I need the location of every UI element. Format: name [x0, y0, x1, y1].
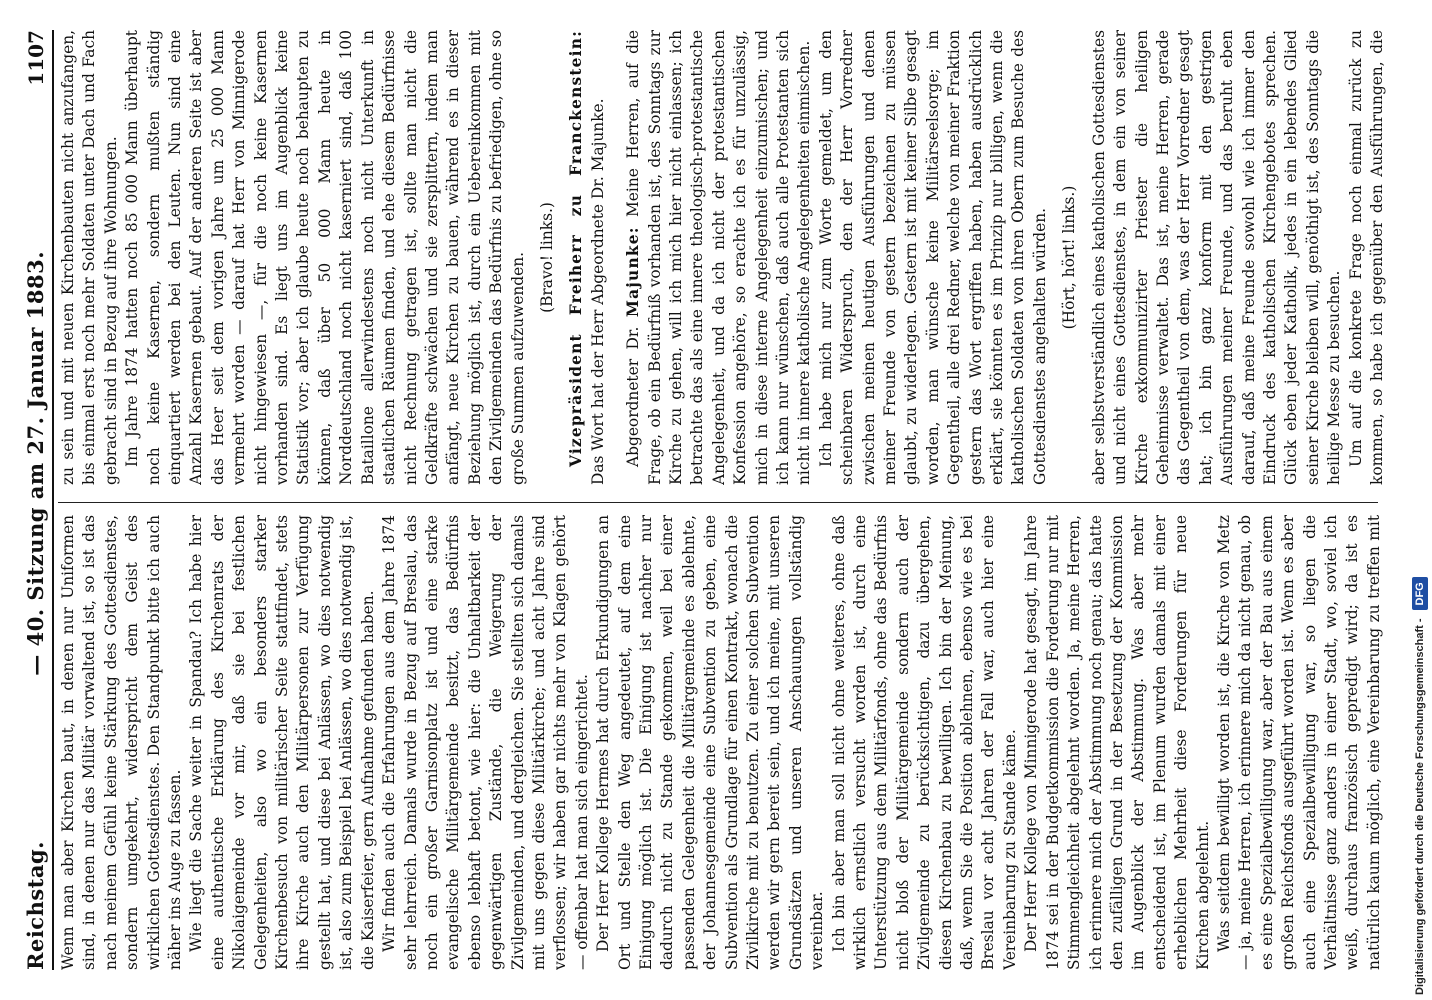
paragraph: Wenn man aber Kirchen baut, in denen nur Uniformen sind, in denen nur das Militär vorwaltend ist, so ist das nach meinem Gefühl keine Stärkung des Gottesdienstes, sondern umgekehrt, widerspricht dem Geist des wirklichen Gottesdienstes. Den Standpunkt bitte ich auch näher ins Auge zu fassen.	[59, 515, 185, 970]
header-publication: Reichstag.	[23, 841, 48, 970]
paragraph: Um auf die konkrete Frage noch einmal zurück zu kommen, so habe ich gegenüber den Ausführungen, die	[1346, 30, 1386, 485]
column-divider	[58, 502, 1378, 503]
paragraph: aber selbstverständlich eines katholischen Gottesdienstes und nicht eines Gottesdienstes, in dem ein von seiner Kirche exkommunizirter Priester die heiligen Geheimnisse verwaltet. Das ist, meine Herren, gerade das Gegentheil von dem, was der Herr Vorredner gesagt hat; ich bin ganz konform mit den gestrigen Ausführungen meiner Freunde, und das beruht eben darauf, daß meine Freunde sowohl wie ich immer den Eindruck des katholischen Kirchengebotes sprechen. Glück eben jeder Katholik, jedes in ein lebendes Glied seiner Kirche bleiben will, genöthigt ist, des Sonntags die heilige Messe zu besuchen.	[1089, 30, 1344, 485]
page-header	[14, 30, 54, 970]
paragraph-gap	[609, 30, 623, 485]
paragraph: Ich bin aber man soll nicht ohne weiteres, ohne daß wirklich ernstlich versucht worden ist, durch eine Unterstützung aus dem Militärfonds, ohne das Bedürfnis nicht bloß der Militärgemeinde sondern auch der Zivilgemeinde zu berücksichtigen, dazu übergehen, diesen Kirchenbau zu bewilligen. Ich bin der Meinung, daß, wenn Sie die Position ablehnen, ebenso wie es bei Breslau vor acht Jahren der Fall war, auch hier eine Vereinbarung zu Stande käme.	[829, 515, 1019, 970]
paragraph: Der Herr Kollege Hermes hat durch Erkundigungen an Ort und Stelle den Weg angedeutet, auf dem eine Einigung möglich ist. Die Einigung ist nachher nur dadurch nicht zu Stande gekommen, weil bei einer passenden Gelegenheit die Militärgemeinde es ablehnte, der Johannesgemeinde eine Subvention zu geben, eine Subvention als Grundlage für einen Kontrakt, wonach die Zivilkirche mit zu benutzen. Zu einer solchen Subvention werden wir gern bereit sein, und ich meine, mit unseren Grundsätzen und unseren Anschauungen vollständig vereinbar.	[594, 515, 827, 970]
page-number: 1107	[24, 30, 48, 86]
paragraph: zu sein und mit neuen Kirchenbauten nicht anzufangen, bis einmal erst noch mehr Soldaten unter Dach und Fach gebracht sind in Bezug auf ihre Wohnungen.	[59, 30, 120, 485]
header-session: — 40. Sitzung am 27. Januar 1883.	[23, 250, 48, 676]
paragraph: Wir finden auch die Erfahrungen aus dem Jahre 1874 sehr lehrreich. Damals wurde in Bezug auf Breslau, das noch ein großer Garnisonplatz ist und eine starke evangelische Militärgemeinde besitzt, das Bedürfnis ebenso lebhaft betont, wie hier: die Unhaltbarkeit der gegenwärtigen Zustände, die Weigerung der Zivilgemeinden, und dergleichen. Sie stellten sich damals mit uns gegen diese Militärkirche; und acht Jahre sind verflossen; wir haben gar nichts mehr von Klagen gehört — offenbar hat man sich eingerichtet.	[380, 515, 591, 970]
left-text-column	[58, 515, 1388, 970]
paragraph: Vizepräsident Freiherr zu Franckenstein: Das Wort hat der Herr Abgeordnete Dr. Majunke.	[567, 30, 607, 485]
right-text-column	[58, 30, 1388, 485]
paragraph: Im Jahre 1874 hatten noch 85 000 Mann überhaupt noch keine Kasernen, sondern mußten ständig einquartiert werden bei den Leuten. Nun sind eine Anzahl Kasernen gebaut. Auf der anderen Seite ist aber das Heer seit dem vorigen Jahre um 25 000 Mann vermehrt worden — darauf hat Herr von Minnigerode nicht hingewiesen —, für die noch keine Kasernen vorhanden sind. Es liegt uns im Augenblick keine Statistik vor; aber ich glaube heute noch behaupten zu können, daß über 50 000 Mann heute in Norddeutschland noch nicht kaserniert sind, daß 100 Bataillone allerwindestens noch nicht Unterkunft in staatlichen Räumen finden, und ehe diesem Bedürfnisse nicht Rechnung getragen ist, sollte man nicht die Geldkräfte schwächen und sie zersplittern, indem man anfängt, neue Kirchen zu bauen, während es in dieser Beziehung möglich ist, durch ein Uebereinkommen mit den Zivilgemeinden das Bedürfnis zu befriedigen, ohne so große Summen aufzuwenden.	[123, 30, 527, 485]
dfg-logo: DFG	[1412, 577, 1428, 610]
paragraph: Der Herr Kollege von Minnigerode hat gesagt, im Jahre 1874 sei in der Budgetkommission die Forderung nur mit Stimmengleichheit abgelehnt worden. Ja, meine Herren, ich erinnere mich der Abstimmung noch genau; das hatte den zufälligen Grund in der Besetzung der Kommission im Augenblick der Abstimmung. Was aber mehr entscheidend ist, im Plenum wurden damals mit einer erheblichen Mehrheit diese Forderungen für neue Kirchen abgelehnt.	[1022, 515, 1212, 970]
credit-text: Digitalisierung gefördert durch die Deutsche Forschungsgemeinschaft -	[1414, 618, 1426, 995]
paragraph: Abgeordneter Dr. Majunke: Meine Herren, auf die Frage, ob ein Bedürfniß vorhanden ist, des Sonntags zur Kirche zu gehen, will ich mich hier nicht einlassen; ich betrachte das als eine innere theologisch-protestantische Angelegenheit, und da ich nicht der protestantischen Konfession angehöre, so erachte ich es für unzulässig, mich in diese interne Angelegenheit einzumischen; und ich kann nur wünschen, daß auch alle Protestanten sich nicht in innere katholische Angelegenheiten einmischen.	[624, 30, 814, 485]
interjection: (Hört, hört! links.)	[1060, 185, 1079, 330]
interjection: (Bravo! links.)	[537, 202, 556, 313]
paragraph: Was seitdem bewilligt worden ist, die Kirche von Metz — ja, meine Herren, ich erinnere mich da nicht genau, ob es eine Spezialbewilligung war, aber der Bau aus einem großen Reichsfonds ausgeführt worden ist. Wenn es aber auch eine Spezialbewilligung war, so liegen die Verhältnisse ganz anders in einer Stadt, wo, soviel ich weiß, durchaus französisch gepredigt wird; da ist es natürlich kaum möglich, eine Vereinbarung zu treffen mit	[1214, 515, 1383, 970]
paragraph: Wie liegt die Sache weiter in Spandau? Ich habe hier eine authentische Erklärung des Kirchenrats der Nikolaigemeinde vor mir, daß sie bei festlichen Gelegenheiten, also wo ein besonders starker Kirchenbesuch von militärischer Seite stattfindet, stets ihre Kirche auch den Militärpersonen zur Verfügung gestellt hat, und diese bei Anlässen, wo dies notwendig ist, also zum Beispiel bei Anlässen, wo dies notwendig ist, die Kaiserfeier, gern Aufnahme gefunden haben.	[187, 515, 377, 970]
paragraph: Ich habe mich nur zum Worte gemeldet, um den scheinbaren Widerspruch, den der Herr Vorredner zwischen meinen heutigen Ausführungen und denen meiner Freunde von gestern bezeichnen zu müssen glaubt, zu widerlegen. Gestern ist mit keiner Silbe gesagt worden, man wünsche keine Militärseelsorge; im Gegentheil, alle drei Redner, welche von meiner Fraktion gestern das Wort ergriffen haben, haben ausdrücklich erklärt, sie könnten es im Prinzip nur billigen, wenn die katholischen Soldaten von ihren Obern zum Besuche des Gottesdienstes angehalten würden.	[816, 30, 1049, 485]
digitization-credit	[1412, 5, 1428, 995]
digitization-credit-strip	[1406, 0, 1432, 1000]
